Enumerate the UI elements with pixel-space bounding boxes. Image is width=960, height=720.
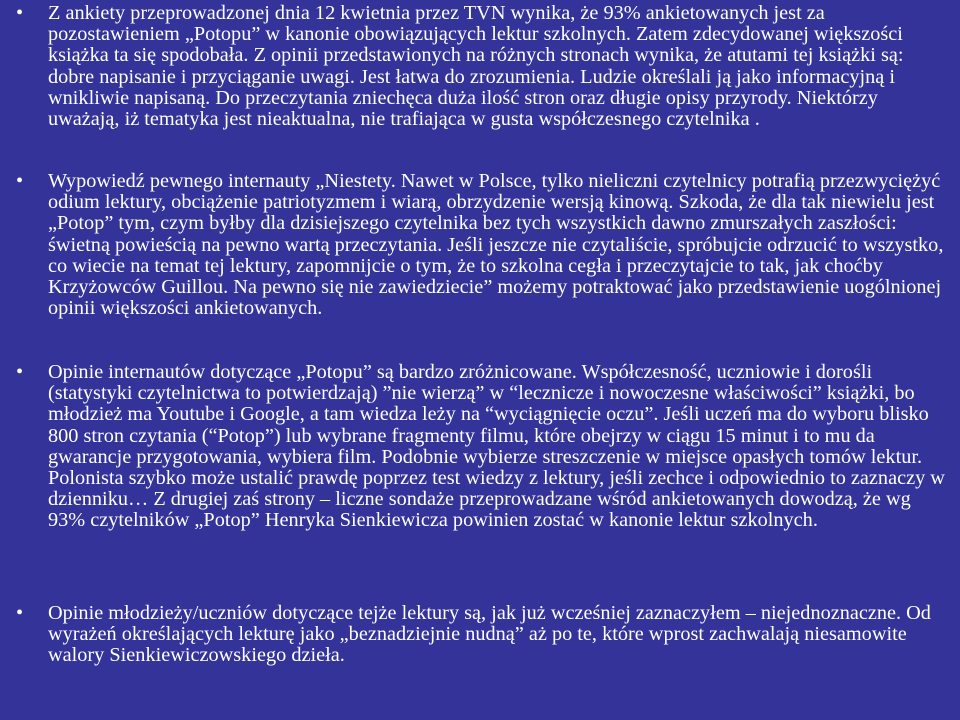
paragraph-text: Opinie internautów dotyczące „Potopu” są bardzo zróżnicowane. Współczesność, uczniowie i dorośli (statystyki czytelnictwa to potwierdzają) ”nie wierzą” w “lecznicze i nowoczesne właściwości” książki, bo młodzież ma Youtube i Google, a tam wiedza leży na “wyciągnięcie oczu”. Jeśli uczeń ma do wyboru blisko 800 stron czytania (“Potop”) lub wybrane fragmenty filmu, które obejrzy w ciągu 15 minut i to mu da gwarancje przygotowania, wybiera film. Podobnie wybierze streszczenie w miejsce opasłych tomów lektur. Polonista szybko może ustalić prawdę poprzez test wiedzy z lektury, jeśli zechce i odpowiednio to zaznaczy w dzienniku… Z drugiej zaś strony – liczne sondaże przeprowadzane wśród ankietowanych dowodzą, że wg 93% czytelników „Potop” Henryka Sienkiewicza powinien zostać w kanonie lektur szkolnych. [48,361,945,532]
bullet-dot-icon: • [16,170,24,192]
bullet-item-internet-user-quote [14,171,946,319]
bullet-item-student-opinions [14,603,946,667]
bullet-dot-icon: • [16,361,24,383]
bullet-dot-icon: • [16,602,24,624]
paragraph-text: Wypowiedź pewnego internauty „Niestety. Nawet w Polsce, tylko nieliczni czytelnicy potrafią przezwyciężyć odium lektury, obciążenie patriotyzmem i wiarą, obrzydzenie wersją kinową. Szkoda, że dla tak niewielu jest „Potop” tym, czym byłby dla dzisiejszego czytelnika bez tych wszystkich dawno zmurszałych zaszłości: świetną powieścią na pewno wartą przeczytania. Jeśli jeszcze nie czytaliście, spróbujcie odrzucić to wszystko, co wiecie na temat tej lektury, zapomnijcie o tym, że to szkolna cegła i przeczytajcie to tak, jak choćby Krzyżowców Guillou. Na pewno się nie zawiedziecie” możemy potraktować jako przedstawienie uogólnionej opinii większości ankietowanych. [48,170,944,320]
paragraph-text: Opinie młodzieży/uczniów dotyczące tejże lektury są, jak już wcześniej zaznaczyłem – niejednoznaczne. Od wyrażeń określających lekturę jako „beznadziejnie nudną” aż po te, które wprost zachwalają niesamowite walory Sienkiewiczowskiego dzieła. [48,602,931,667]
bullet-item-survey [14,3,946,130]
bullet-item-internet-opinions [14,362,946,532]
bullet-dot-icon: • [16,2,24,24]
paragraph-text: Z ankiety przeprowadzonej dnia 12 kwietnia przez TVN wynika, że 93% ankietowanych jest za pozostawieniem „Potopu” w kanonie obowiązujących lektur szkolnych. Zatem zdecydowanej większości książka ta się spodobała. Z opinii przedstawionych na różnych stronach wynika, że atutami tej książki są: dobre napisanie i przyciąganie uwagi. Jest łatwa do zrozumienia. Ludzie określali ją jako informacyjną i wnikliwie napisaną. Do przeczytania zniechęca duża ilość stron oraz długie opisy przyrody. Niektórzy uważają, iż tematyka jest nieaktualna, nie trafiająca w gusta współczesnego czytelnika . [48,2,904,131]
